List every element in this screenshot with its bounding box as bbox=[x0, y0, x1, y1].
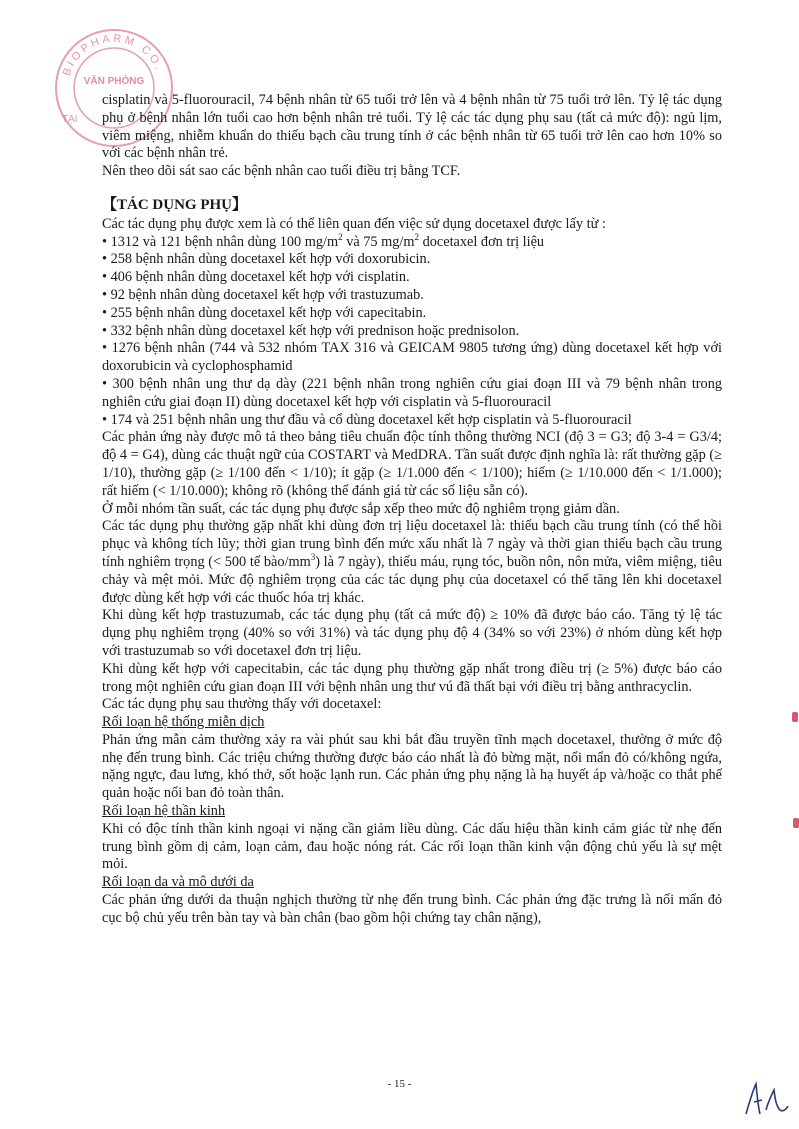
document-body bbox=[102, 92, 722, 928]
paragraph-text: Các tác dụng phụ thường gặp nhất khi dùng đơn trị liệu docetaxel là: thiếu bạch cầu trung tính (có thể hồi phục và không tích lũy; thời gian trung bình đến mức xấu nhất là 7 ngày và thời gian thiếu bạch cầu trung tính nghiêm trọng (< 500 tế bào/mm bbox=[102, 518, 722, 570]
paragraph-toxicity-criteria: Các phản ứng này được mô tả theo bảng tiêu chuẩn độc tính thông thường NCI (độ 3 = G3; độ 3-4 = G3/4; độ 4 = G4), dùng các thuật ngữ của COSTART và MedDRA. Tần suất được định nghĩa là: rất thường gặp (≥ 1/10), thường gặp (≥ 1/100 đến < 1/10); ít gặp (≥ 1/1.000 đến < 1/100); hiếm (≥ 1/10.000 đến < 1/1.000); rất hiếm (< 1/10.000); không rõ (không thể đánh giá từ các số liệu sẵn có). bbox=[102, 429, 722, 499]
list-item: • 258 bệnh nhân dùng docetaxel kết hợp với doxorubicin. bbox=[102, 251, 431, 268]
subsection-immune-system: Rối loạn hệ thống miễn dịch bbox=[102, 714, 265, 731]
section-heading-adverse-effects: 【TÁC DỤNG PHỤ】 bbox=[102, 196, 247, 213]
list-item: • 332 bệnh nhân dùng docetaxel kết hợp với prednison hoặc prednisolon. bbox=[102, 322, 520, 339]
stamp-top-text: BIOPHARM CO. bbox=[60, 32, 166, 78]
superscript: 3 bbox=[310, 552, 316, 563]
paragraph-frequency-order: Ở mỗi nhóm tần suất, các tác dụng phụ được sắp xếp theo mức độ nghiêm trọng giảm dần. bbox=[102, 500, 620, 517]
subsection-skin: Rối loạn da và mô dưới da bbox=[102, 874, 254, 891]
list-item: • 300 bệnh nhân ung thư dạ dày (221 bệnh nhân trong nghiên cứu giai đoạn III và 79 bệnh nhân trong nghiên cứu giai đoạn II) dùng docetaxel kết hợp với cisplatin và 5-fluorouracil bbox=[102, 375, 722, 410]
paragraph-trastuzumab: Khi dùng kết hợp trastuzumab, các tác dụng phụ (tất cả mức độ) ≥ 10% đã được báo cáo. Tăng tỷ lệ tác dụng phụ nghiêm trọng (40% so với 31%) và tác dụng phụ độ 4 (34% so với 23%) ở nhóm dùng kết hợp với trastuzumab so với docetaxel đơn trị liệu. bbox=[102, 607, 722, 659]
paragraph-text: ) là 7 ngày), thiếu máu, rụng tóc, buồn nôn, nôn mửa, viêm miệng, tiêu chảy và mệt mỏi. Mức độ nghiêm trọng của các tác dụng phụ của docetaxel có thể tăng lên khi docetaxel được dùng kết hợp với các thuốc hóa trị khác. bbox=[102, 553, 722, 606]
subsection-nervous-system: Rối loạn hệ thần kinh bbox=[102, 803, 226, 820]
paragraph-elderly: cisplatin và 5-fluorouracil, 74 bệnh nhân từ 65 tuổi trở lên và 4 bệnh nhân từ 75 tuổi trở lên. Tỷ lệ tác dụng phụ ở bệnh nhân lớn tuổi cao hơn bệnh nhân trẻ tuổi. Tỷ lệ các tác dụng phụ sau (tất cả mức độ): ngủ lịm, viêm miệng, nhiễm khuẩn do thiếu bạch cầu trung tính ở các bệnh nhân từ 65 tuổi trở lên cao hơn 10% so với các bệnh nhân trẻ. bbox=[102, 92, 722, 162]
paragraph-intro: Các tác dụng phụ được xem là có thể liên quan đến việc sử dụng docetaxel được lấy từ : bbox=[102, 215, 606, 232]
list-item: • 174 và 251 bệnh nhân ung thư đầu và cổ dùng docetaxel kết hợp cisplatin và 5-fluorouracil bbox=[102, 411, 632, 428]
list-item: • 255 bệnh nhân dùng docetaxel kết hợp với capecitabin. bbox=[102, 304, 427, 321]
superscript: 2 bbox=[414, 231, 420, 242]
paragraph-elderly-monitoring: Nên theo dõi sát sao các bệnh nhân cao tuổi điều trị bằng TCF. bbox=[102, 163, 461, 180]
list-item bbox=[102, 231, 722, 252]
paragraph-hypersensitivity: Phản ứng mẫn cảm thường xảy ra vài phút sau khi bắt đầu truyền tĩnh mạch docetaxel, thường ở mức độ nhẹ đến trung bình. Các triệu chứng thường được báo cáo nhất là đỏ bừng mặt, nổi mẩn đỏ có/không ngứa, nặng ngực, đau lưng, khó thở, sốt hoặc lạnh run. Các phản ứng phụ nặng là hạ huyết áp và/hoặc co thắt phế quản hoặc nổi ban đỏ toàn thân. bbox=[102, 731, 722, 802]
paragraph-common-effects bbox=[102, 518, 722, 607]
paragraph-neurotoxicity: Khi có độc tính thần kinh ngoại vi nặng cần giảm liều dùng. Các dấu hiệu thần kinh cảm giác từ nhẹ đến trung bình gồm dị cảm, loạn cảm, đau hoặc nóng rát. Các rối loạn thần kinh vận động chủ yếu là sự mệt mỏi. bbox=[102, 820, 722, 873]
handwritten-initials-icon bbox=[740, 1080, 790, 1120]
superscript: 2 bbox=[338, 231, 343, 242]
margin-mark-icon bbox=[792, 712, 798, 722]
page-number: - 15 - bbox=[387, 1078, 412, 1090]
list-item: • 406 bệnh nhân dùng docetaxel kết hợp với cisplatin. bbox=[102, 269, 410, 286]
paragraph-following-effects: Các tác dụng phụ sau thường thấy với docetaxel: bbox=[102, 696, 382, 713]
list-item-text: docetaxel đơn trị liệu bbox=[419, 233, 545, 250]
margin-mark-icon bbox=[793, 818, 799, 828]
list-item: • 92 bệnh nhân dùng docetaxel kết hợp với trastuzumab. bbox=[102, 286, 424, 303]
list-item-text: • 1312 và 121 bệnh nhân dùng 100 mg/m bbox=[102, 233, 339, 250]
paragraph-skin-reactions: Các phản ứng dưới da thuận nghịch thường từ nhẹ đến trung bình. Các phản ứng đặc trưng là nổi mẩn đỏ cục bộ chủ yếu trên bàn tay và bàn chân (bao gồm hội chứng tay chân nặng), bbox=[102, 892, 722, 926]
list-item-text: và 75 mg/m bbox=[342, 233, 415, 250]
stamp-left-text: TẠI bbox=[62, 114, 78, 125]
list-item: • 1276 bệnh nhân (744 và 532 nhóm TAX 316 và GEICAM 9805 tương ứng) dùng docetaxel kết hợp với doxorubicin và cyclophosphamid bbox=[102, 340, 722, 375]
paragraph-capecitabin: Khi dùng kết hợp với capecitabin, các tác dụng phụ thường gặp nhất trong điều trị (≥ 5%) được báo cáo trong một nghiên cứu gian đoạn III với bệnh nhân ung thư vú đã thất bại với điều trị bằng anthracyclin. bbox=[102, 660, 722, 695]
stamp-center-text: VĂN PHÒNG bbox=[83, 76, 145, 87]
